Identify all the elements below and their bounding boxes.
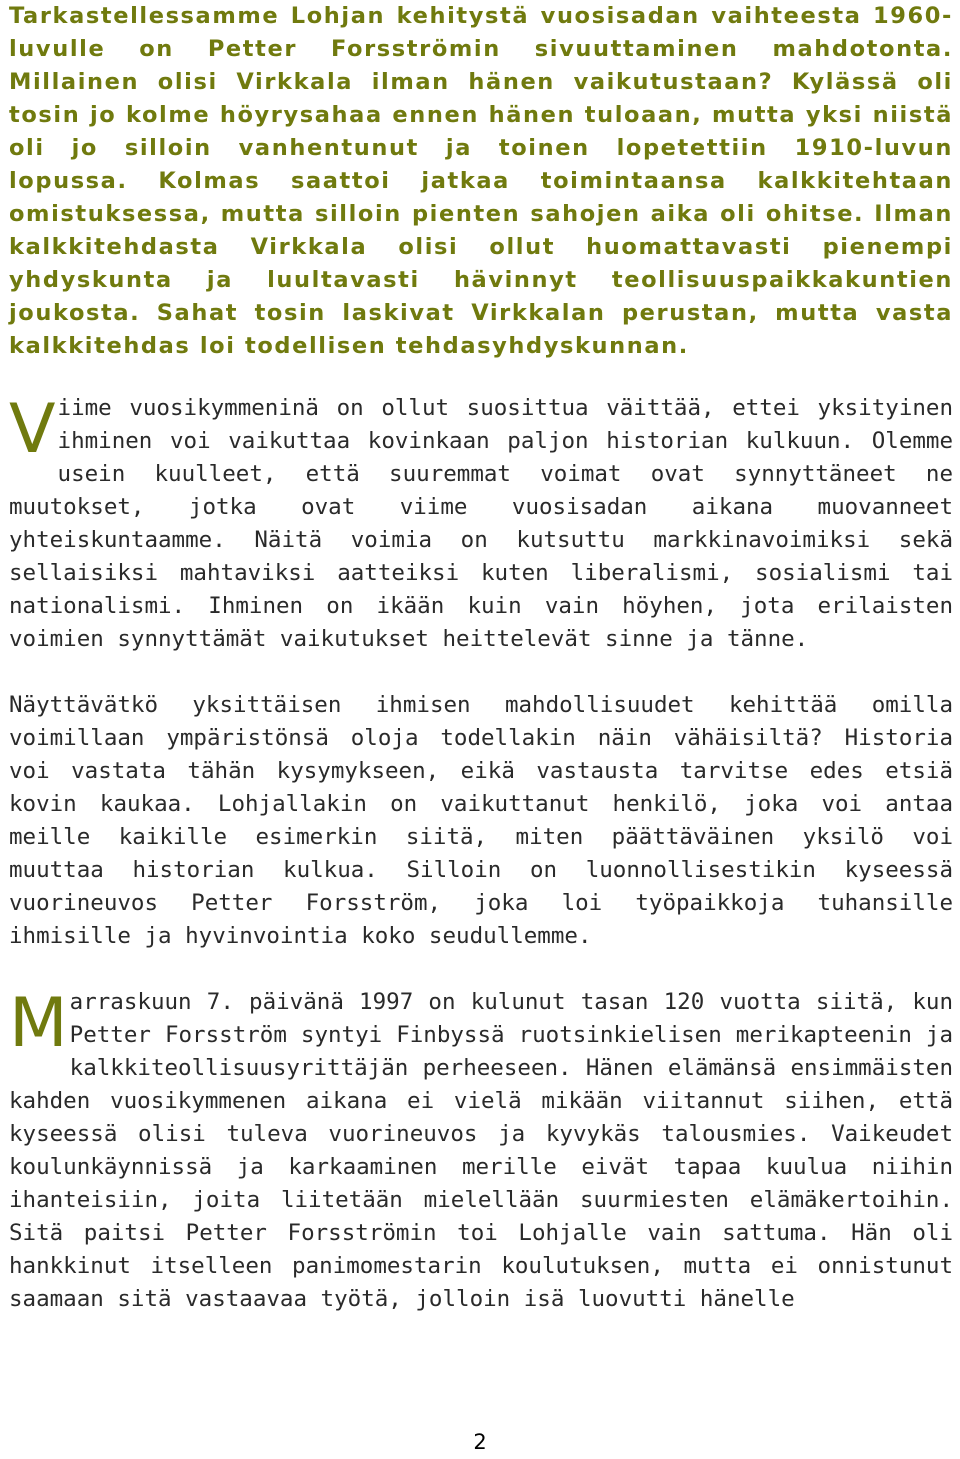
body-paragraph-2: Näyttävätkö yksittäisen ihmisen mahdollisuudet kehittää omilla voimillaan ympäristönsä oloja todellakin näin vähäisiltä? Historia voi vastata tähän kysymykseen, eikä vastausta tarvitse edes etsiä kovin kaukaa. Lohjallakin on vaikuttanut henkilö, joka voi antaa meille kaikille esimerkin siitä, miten päättäväinen yksilö voi muuttaa historian kulkua. Silloin on luonnollisestikin kyseessä vuorineuvos Petter Forsström, joka loi työpaikkoja tuhansille ihmisille ja hyvinvointia koko seudullemme.: [9, 692, 953, 949]
document-page: [9, 0, 953, 1316]
drop-cap: V: [9, 390, 56, 469]
body-paragraph-1: [9, 392, 953, 656]
body-paragraph-1-text: iime vuosikymmeninä on ollut suosittua väittää, ettei yksityinen ihminen voi vaikuttaa kovinkaan paljon historian kulkuun. Olemme usein kuulleet, että suuremmat voimat ovat synnyttäneet ne muutokset, jotka ovat viime vuosisadan aikana muovanneet yhteiskuntaamme. Näitä voimia on kutsuttu markkinavoimiksi sekä sellaisiksi mahtaviksi aatteiksi kuten liberalismi, sosialismi tai nationalismi. Ihminen on ikään kuin vain höyhen, jota erilaisten voimien synnyttämät vaikutukset heittelevät sinne ja tänne.: [9, 395, 953, 652]
body-paragraph-3: [9, 986, 953, 1316]
body-paragraph-3-text: arraskuun 7. päivänä 1997 on kulunut tasan 120 vuotta siitä, kun Petter Forsström syntyi Finbyssä ruotsinkielisen merikapteenin ja kalkkiteollisuusyrittäjän perheeseen. Hänen elämänsä ensimmäisten kahden vuosikymmenen aikana ei vielä mikään viitannut siihen, että kyseessä olisi tuleva vuorineuvos ja kyvykäs talousmies. Vaikeudet koulunkäynnissä ja karkaaminen merille eivät tapaa kuulua niihin ihanteisiin, joita liitetään mielellään suurmiesten elämäkertoihin. Sitä paitsi Petter Forsströmin toi Lohjalle vain sattuma. Hän oli hankkinut itselleen panimomestarin koulutuksen, mutta ei onnistunut saamaan sitä vastaavaa työtä, jolloin isä luovutti hänelle: [9, 989, 953, 1312]
intro-paragraph: Tarkastellessamme Lohjan kehitystä vuosisadan vaihteesta 1960-luvulle on Petter Forsströmin sivuuttaminen mahdotonta. Millainen olisi Virkkala ilman hänen vaikutustaan? Kylässä oli tosin jo kolme höyrysahaa ennen hänen tuloaan, mutta yksi niistä oli jo silloin vanhentunut ja toinen lopetettiin 1910-luvun lopussa. Kolmas saattoi jatkaa toimintaansa kalkkitehtaan omistuksessa, mutta silloin pienten sahojen aika oli ohitse. Ilman kalkkitehdasta Virkkala olisi ollut huomattavasti pienempi yhdyskunta ja luultavasti hävinnyt teollisuuspaikkakuntien joukosta. Sahat tosin laskivat Virkkalan perustan, mutta vasta kalkkitehdas loi todellisen tehdasyhdyskunnan.: [9, 3, 953, 359]
page-number: 2: [473, 1430, 487, 1454]
drop-cap: M: [9, 984, 68, 1063]
